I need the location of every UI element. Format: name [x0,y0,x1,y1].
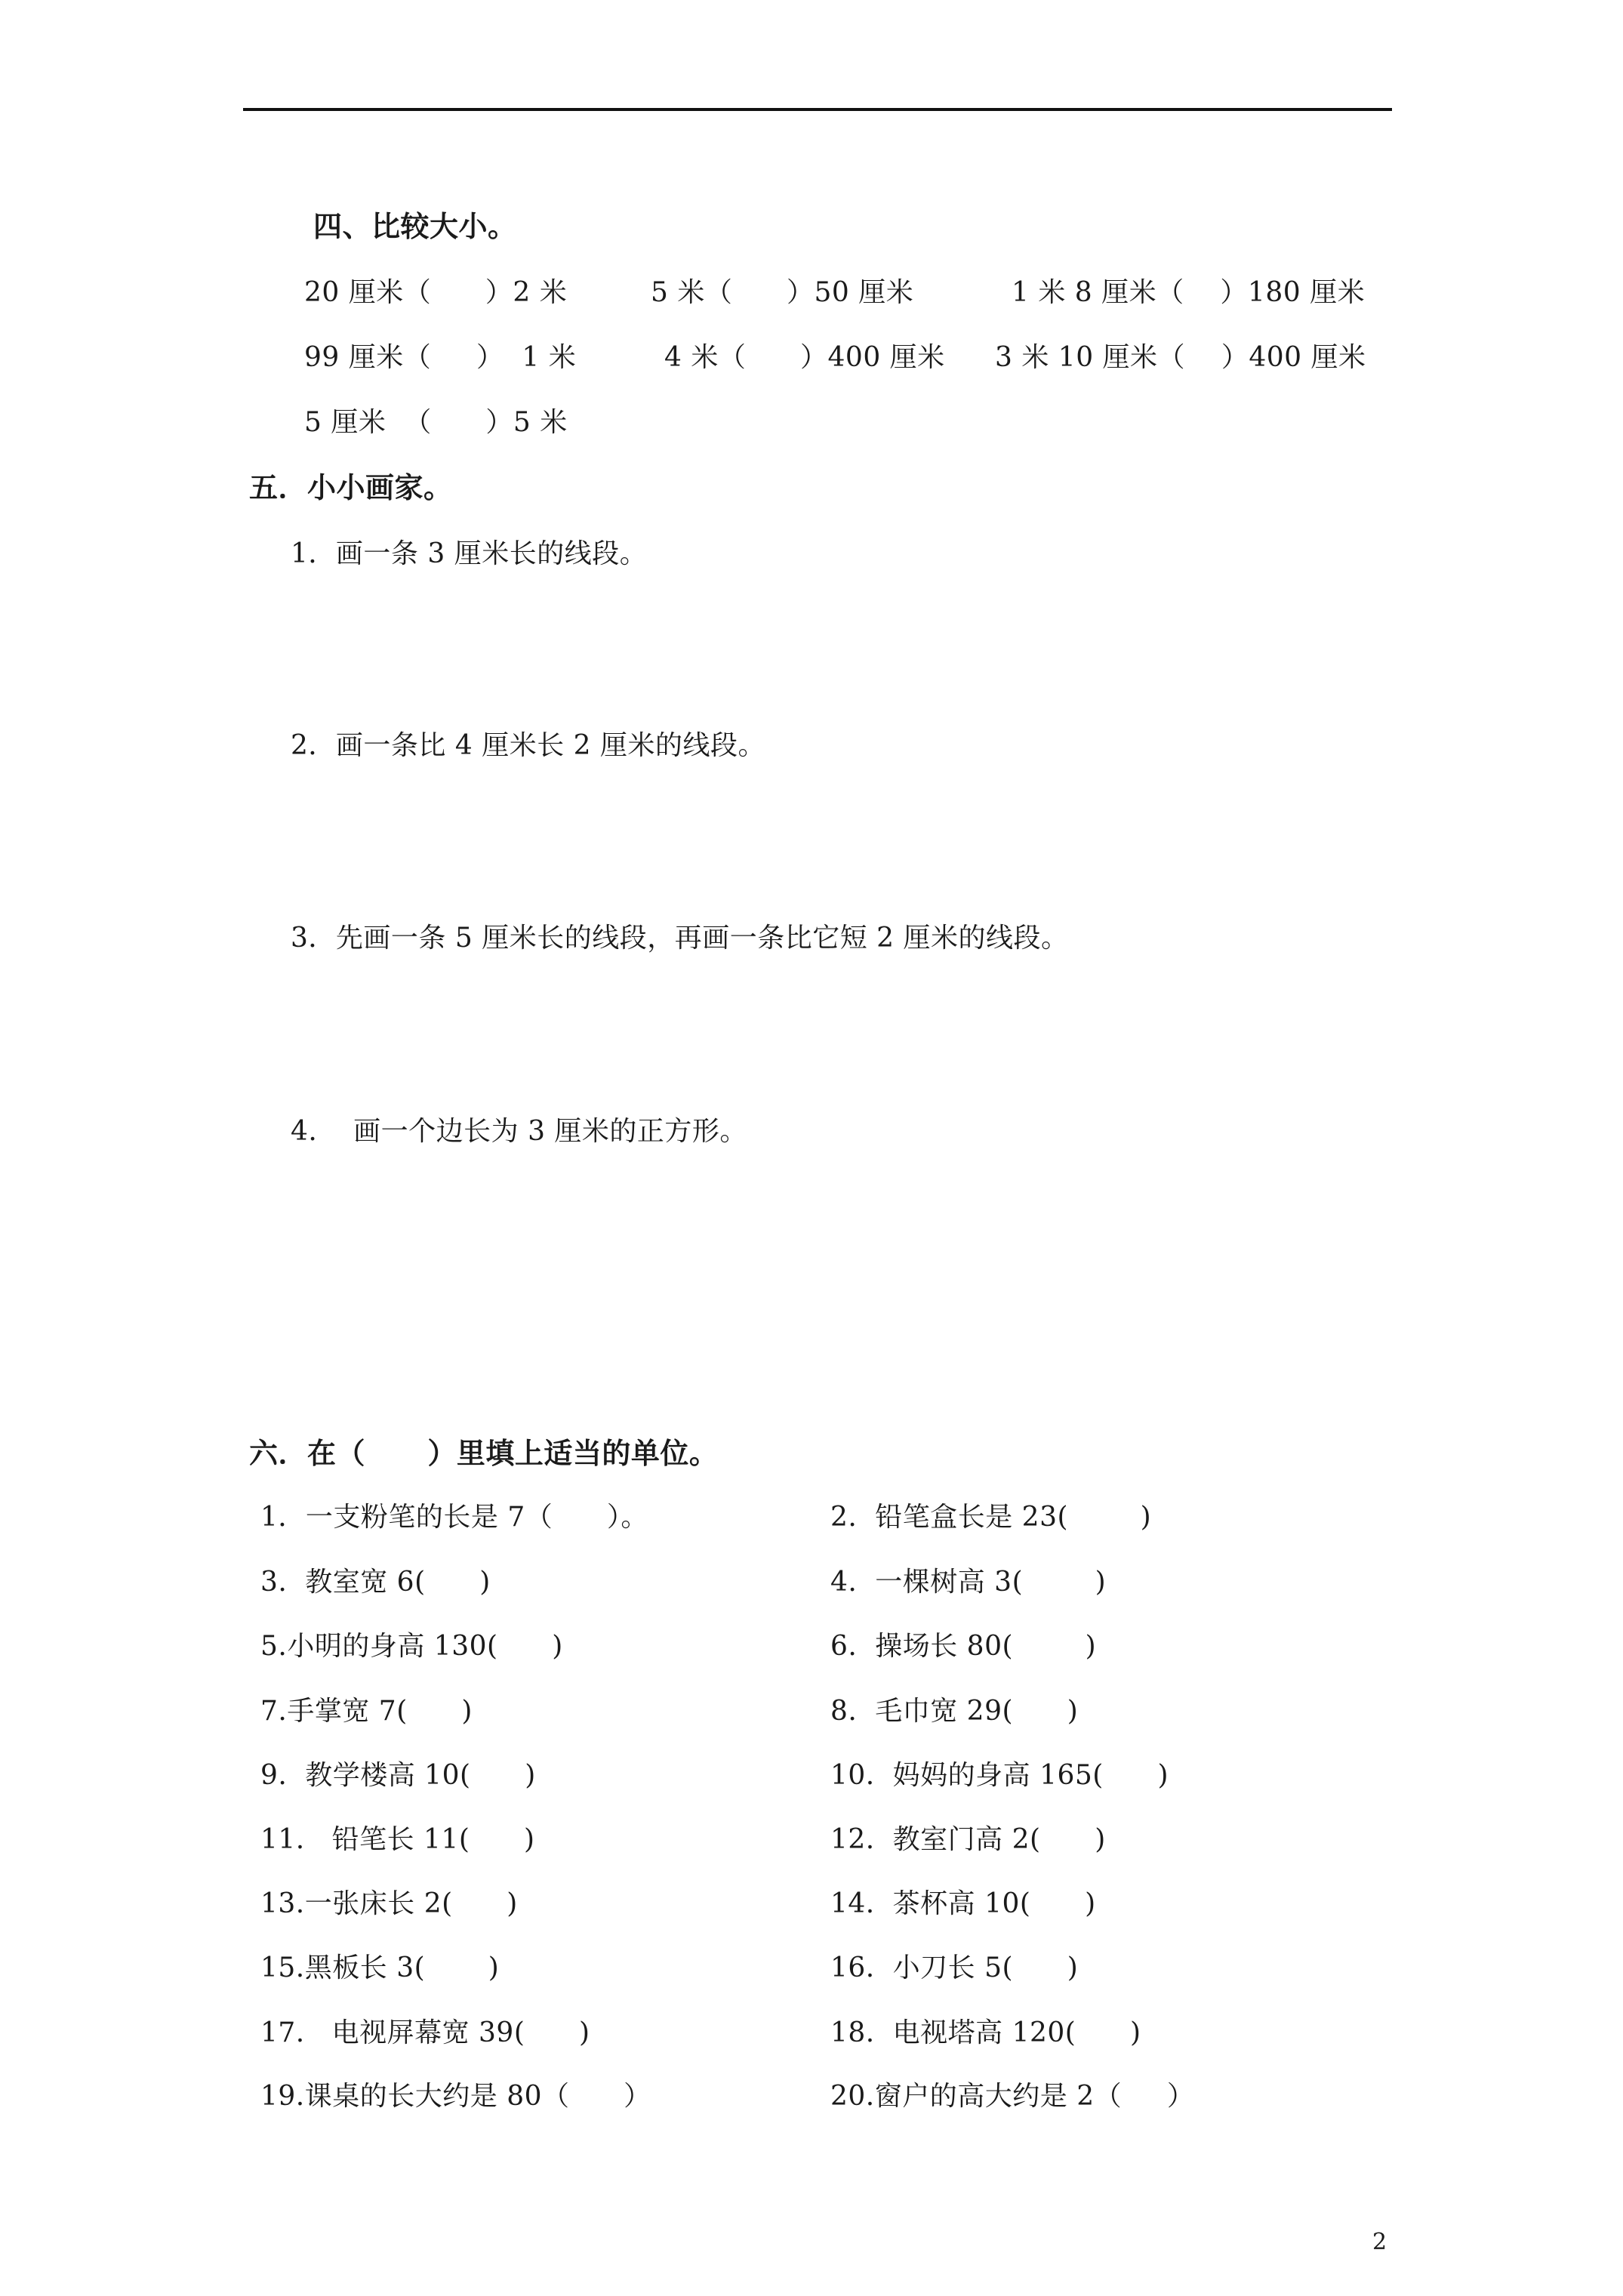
section-4-title-text: 四、比较大小。 [313,209,517,243]
unit-question: 1．一支粉笔的长是 7（ ）。 [260,1502,648,1533]
unit-question: 9. 教学楼高 10( ) [260,1760,536,1791]
compare-item: 20 厘米（ ）2 米 [304,277,568,308]
unit-question: 4. 一棵树高 3( ) [830,1567,1107,1598]
unit-question: 6. 操场长 80( ) [830,1631,1097,1662]
section-6-title: 六．在（ ）里填上适当的单位。 [249,1436,719,1470]
drawing-task: 1．画一条 3 厘米长的线段。 [291,538,648,569]
unit-question: 10. 妈妈的身高 165( ) [830,1760,1169,1791]
unit-question: 19.课桌的长大约是 80（ ） [260,2081,651,2112]
unit-question: 3. 教室宽 6( ) [260,1567,491,1598]
drawing-task: 2．画一条比 4 厘米长 2 厘米的线段。 [291,730,765,761]
compare-item: 4 米（ ）400 厘米 [664,342,945,373]
unit-question: 15.黑板长 3( ) [260,1952,500,1983]
unit-question: 14. 茶杯高 10( ) [830,1888,1096,1919]
unit-question: 5.小明的身高 130( ) [260,1631,563,1662]
unit-question: 16. 小刀长 5( ) [830,1952,1079,1983]
unit-question: 20.窗户的高大约是 2（ ） [830,2081,1195,2112]
compare-item: 5 厘米 （ ）5 米 [304,407,568,438]
compare-item: 99 厘米（ ） 1 米 [304,342,577,373]
unit-question: 12. 教室门高 2( ) [830,1824,1106,1855]
compare-item: 5 米（ ）50 厘米 [651,277,914,308]
header-rule [243,108,1392,111]
drawing-task: 4. 画一个边长为 3 厘米的正方形。 [291,1116,747,1147]
section-5-title: 五．小小画家。 [249,470,453,504]
unit-question: 17. 电视屏幕宽 39( ) [260,2017,590,2048]
compare-item: 3 米 10 厘米（ ）400 厘米 [995,342,1366,373]
drawing-task: 3．先画一条 5 厘米长的线段，再画一条比它短 2 厘米的线段。 [291,923,1069,954]
compare-item: 1 米 8 厘米（ ）180 厘米 [1012,277,1366,308]
unit-question: 13.一张床长 2( ) [260,1888,518,1919]
unit-question: 7.手掌宽 7( ) [260,1696,473,1727]
section-4-title [313,210,525,245]
unit-question: 11. 铅笔长 11( ) [260,1824,535,1855]
unit-question: 8. 毛巾宽 29( ) [830,1696,1079,1727]
unit-question: 2. 铅笔盒长是 23( ) [830,1502,1152,1533]
page-number: 2 [1372,2229,1387,2255]
unit-question: 18. 电视塔高 120( ) [830,2017,1141,2048]
